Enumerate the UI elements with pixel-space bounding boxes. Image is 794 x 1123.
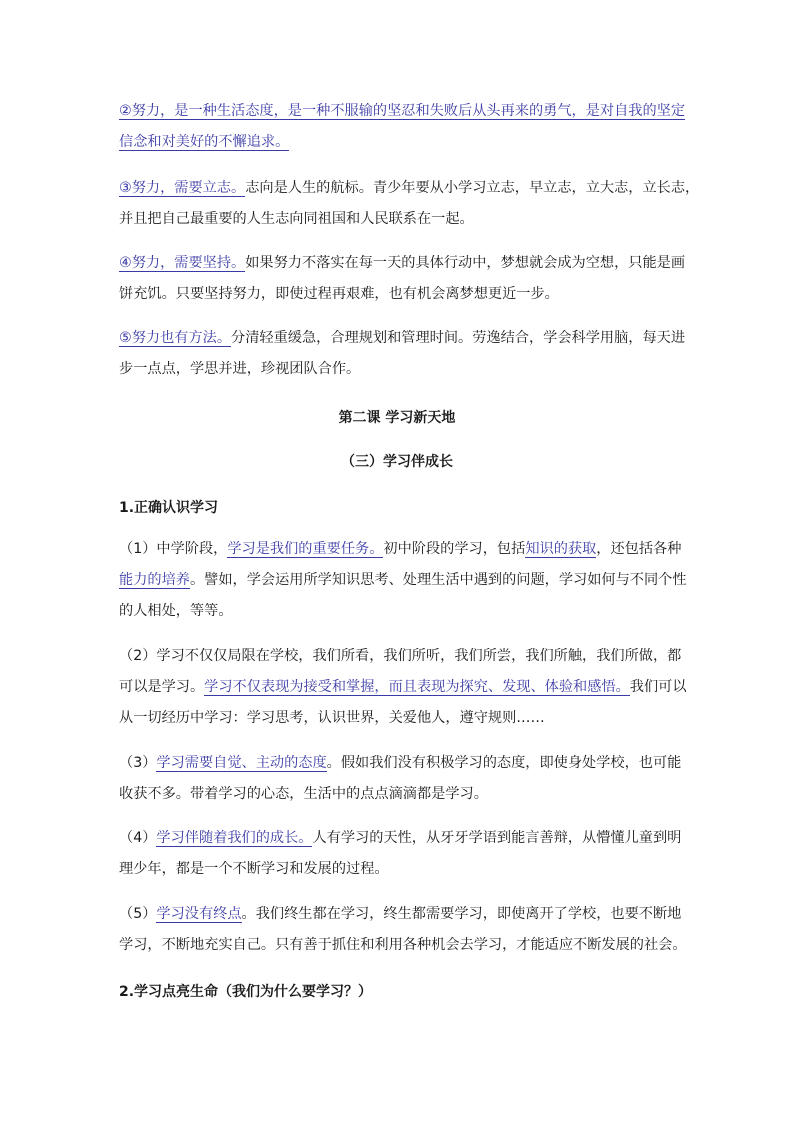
body-text: （4） (119, 830, 157, 846)
body-text: 饼充饥。只要坚持努力，即使过程再艰难，也有机会离梦想更近一步。 (119, 286, 559, 302)
paragraph-effort-attitude (119, 96, 686, 158)
underlined-text: 学习需要自觉、主动的态度 (156, 755, 327, 771)
paragraph-point-4 (119, 823, 682, 885)
body-text: 理少年，都是一个不断学习和发展的过程。 (119, 861, 389, 877)
body-text: 分清轻重缓急，合理规划和管理时间。劳逸结合，学会科学用脑，每天进 (231, 330, 686, 346)
underlined-text: 学习是我们的重要任务。 (227, 541, 384, 557)
underlined-text: ③努力，需要立志。 (119, 180, 246, 196)
body-text: （5） (119, 906, 157, 922)
body-text: （3） (119, 755, 157, 771)
paragraph-effort-ambition (119, 173, 700, 235)
body-text: ，还包括各种 (596, 541, 682, 557)
body-text: （1）中学阶段， (119, 541, 228, 557)
body-text: 如果努力不落实在每一天的具体行动中，梦想就会成为空想，只能是画 (245, 255, 686, 271)
underlined-text: 信念和对美好的不懈追求。 (119, 134, 290, 150)
body-text: 从一切经历中学习：学习思考，认识世界，关爱他人，遵守规则…… (119, 710, 545, 726)
body-text: （2）学习不仅仅局限在学校，我们所看，我们所听，我们所尝，我们所触，我们所做，都 (119, 648, 682, 664)
body-text: 我们可以 (629, 679, 687, 695)
body-text: 志向是人生的航标。青少年要从小学习立志，早立志，立大志，立长志， (245, 180, 700, 196)
paragraph-effort-method (119, 323, 686, 385)
body-text: 。我们终生都在学习，终生都需要学习，即使离开了学校，也要不断地 (241, 906, 682, 922)
body-text: 。假如我们没有积极学习的态度，即使身处学校，也可能 (326, 755, 682, 771)
underlined-text: 学习伴随着我们的成长。 (156, 830, 313, 846)
paragraph-point-3 (119, 748, 682, 810)
body-text: 。譬如，学会运用所学知识思考、处理生活中遇到的问题，学习如何与不同个性 (189, 572, 687, 588)
paragraph-point-1 (119, 534, 687, 627)
body-text: 的人相处，等等。 (119, 603, 233, 619)
underlined-text: 知识的获取 (525, 541, 597, 557)
section-title: （三）学习伴成长 (341, 454, 453, 470)
underlined-text: ⑤努力也有方法。 (119, 330, 232, 346)
heading-learning-lights-life: 2.学习点亮生命（我们为什么要学习？） (119, 984, 373, 1000)
body-text: 初中阶段的学习，包括 (383, 541, 526, 557)
underlined-text: 学习不仅表现为接受和掌握，而且表现为探究、发现、体验和感悟。 (204, 679, 630, 695)
body-text: 并且把自己最重要的人生志向同祖国和人民联系在一起。 (119, 211, 474, 227)
underlined-text: 能力的培养 (119, 572, 190, 588)
heading-understand-learning: 1.正确认识学习 (119, 500, 219, 516)
underlined-text: 学习没有终点 (156, 906, 242, 922)
body-text: 步一点点，学思并进，珍视团队合作。 (119, 361, 361, 377)
lesson-title: 第二课 学习新天地 (338, 410, 456, 426)
body-text: 人有学习的天性，从牙牙学语到能言善辩，从懵懂儿童到明 (312, 830, 682, 846)
paragraph-point-2 (119, 641, 687, 734)
body-text: 可以是学习。 (119, 679, 205, 695)
body-text: 学习，不断地充实自己。只有善于抓住和利用各种机会去学习，才能适应不断发展的社会。 (119, 937, 687, 953)
paragraph-point-5 (119, 899, 687, 961)
underlined-text: ②努力，是一种生活态度，是一种不服输的坚忍和失败后从头再来的勇气，是对自我的坚定 (119, 103, 686, 119)
body-text: 收获不多。带着学习的心态，生活中的点点滴滴都是学习。 (119, 786, 488, 802)
underlined-text: ④努力，需要坚持。 (119, 255, 246, 271)
paragraph-effort-persistence (119, 248, 686, 310)
